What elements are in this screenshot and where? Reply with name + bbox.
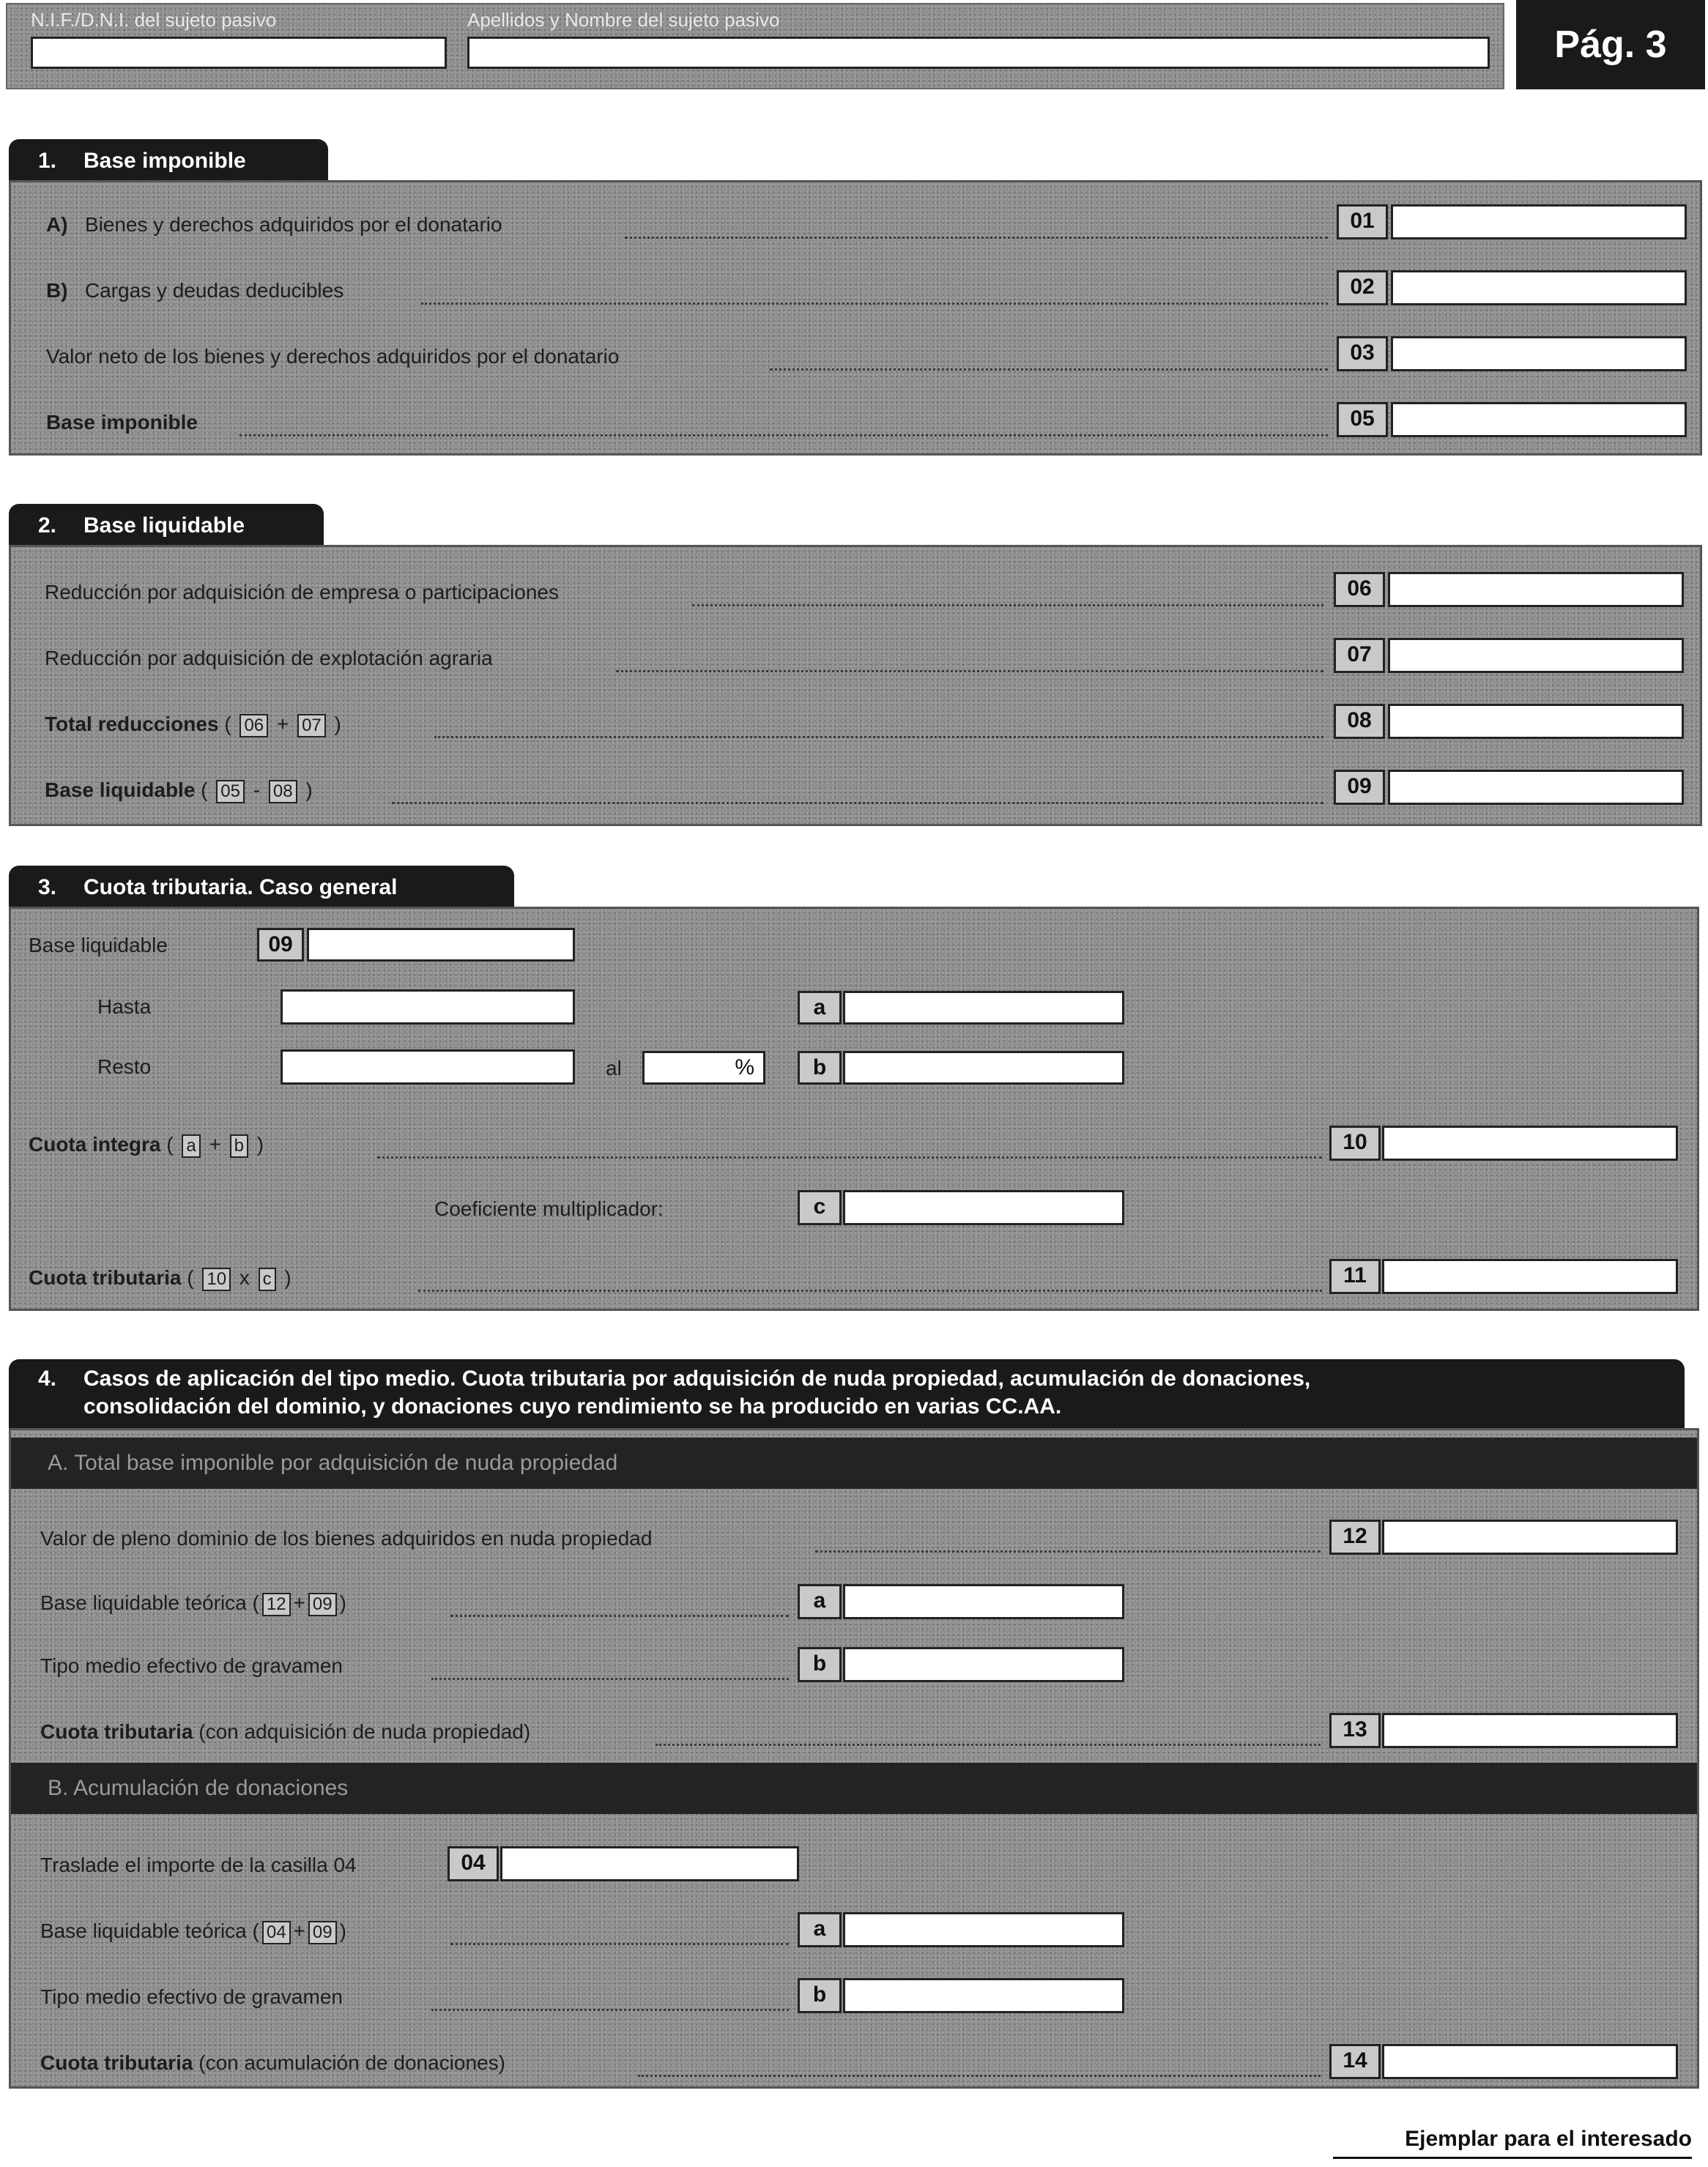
box-code-04: 04 <box>448 1846 499 1881</box>
section-4-panel <box>9 1428 1699 2089</box>
field-07[interactable] <box>1388 638 1684 673</box>
resto-label: Resto <box>97 1055 152 1078</box>
field-03[interactable] <box>1391 336 1687 371</box>
box-code-02: 02 <box>1337 270 1388 305</box>
row-label: Tipo medio efectivo de gravamen <box>40 1654 343 1677</box>
box-code-06: 06 <box>1334 572 1385 607</box>
box-code-a: a <box>798 1912 842 1947</box>
box-code-a: a <box>798 1584 842 1619</box>
section-number: 4. <box>38 1367 57 1391</box>
field-04[interactable] <box>500 1846 799 1881</box>
box-code-07: 07 <box>1334 638 1385 673</box>
box-code-b: b <box>798 1978 842 2013</box>
row-label: Tipo medio efectivo de gravamen <box>40 1985 343 2008</box>
field-a[interactable] <box>843 1912 1124 1947</box>
box-code-13: 13 <box>1329 1713 1381 1748</box>
row-label: A) Bienes y derechos adquiridos por el donatario <box>46 213 502 236</box>
box-code-12: 12 <box>1329 1520 1381 1555</box>
box-code-14: 14 <box>1329 2044 1381 2079</box>
row-label: Base liquidable ( 05 - 08 ) <box>45 778 313 803</box>
field-percent[interactable]: % <box>642 1051 765 1085</box>
field-b[interactable] <box>843 1051 1124 1085</box>
box-code-10: 10 <box>1329 1126 1381 1161</box>
row-label: Reducción por adquisición de explotación agraria <box>45 647 493 669</box>
field-14[interactable] <box>1382 2044 1678 2079</box>
cuota-tributaria-label: Cuota tributaria ( 10 x c ) <box>29 1266 292 1291</box>
field-01[interactable] <box>1391 204 1687 239</box>
taxpayer-header <box>6 3 1504 89</box>
field-08[interactable] <box>1388 704 1684 739</box>
coeficiente-label: Coeficiente multiplicador: <box>434 1197 664 1220</box>
field-base-liquidable[interactable] <box>307 928 575 962</box>
box-code-09: 09 <box>1334 770 1385 805</box>
box-code-09b: 09 <box>257 928 304 962</box>
box-code-b: b <box>798 1051 842 1085</box>
nif-field[interactable] <box>31 37 447 69</box>
field-resto[interactable] <box>281 1049 575 1085</box>
box-code-a: a <box>798 991 842 1025</box>
box-code-c: c <box>798 1190 842 1225</box>
hasta-label: Hasta <box>97 995 152 1018</box>
box-code-01: 01 <box>1337 204 1388 239</box>
nif-label: N.I.F./D.N.I. del sujeto pasivo <box>31 9 277 31</box>
row-label: Cuota tributaria (con acumulación de donaciones) <box>40 2051 505 2074</box>
row-label: Total reducciones ( 06 + 07 ) <box>45 713 341 737</box>
nombre-label: Apellidos y Nombre del sujeto pasivo <box>467 9 780 31</box>
section-title: Base imponible <box>83 149 246 173</box>
page-number: Pág. 3 <box>1516 0 1705 89</box>
subsection-a-header: A. Total base imponible por adquisición de nuda propiedad <box>11 1438 1697 1489</box>
section-title: Casos de aplicación del tipo medio. Cuota tributaria por adquisición de nuda propiedad, acumulación de donaciones, <box>83 1367 1311 1391</box>
section-1-panel <box>9 180 1702 456</box>
row-label: Base liquidable teórica ( 12 + 09 ) <box>40 1591 346 1616</box>
row-label: B) Cargas y deudas deducibles <box>46 279 344 302</box>
field-13[interactable] <box>1382 1713 1678 1748</box>
field-c[interactable] <box>843 1190 1124 1225</box>
footer-copy-label: Ejemplar para el interesado <box>1333 2127 1692 2159</box>
field-b[interactable] <box>843 1978 1124 2013</box>
row-label: Traslade el importe de la casilla 04 <box>40 1854 357 1876</box>
section-title: Cuota tributaria. Caso general <box>83 875 398 899</box>
field-02[interactable] <box>1391 270 1687 305</box>
field-12[interactable] <box>1382 1520 1678 1555</box>
field-05[interactable] <box>1391 402 1687 437</box>
field-10[interactable] <box>1382 1126 1678 1161</box>
section-4-tab <box>9 1359 1685 1430</box>
section-3-tab <box>9 866 514 910</box>
row-label: Base imponible <box>46 411 198 434</box>
section-1-tab <box>9 139 328 183</box>
section-title-line2: consolidación del dominio, y donaciones cuyo rendimiento se ha producido en varias CC.AA. <box>83 1394 1062 1419</box>
field-a[interactable] <box>843 991 1124 1025</box>
base-liquidable-label: Base liquidable <box>29 934 168 956</box>
field-09[interactable] <box>1388 770 1684 805</box>
box-code-11: 11 <box>1329 1259 1381 1294</box>
section-2-panel <box>9 545 1702 826</box>
field-hasta[interactable] <box>281 989 575 1025</box>
box-code-03: 03 <box>1337 336 1388 371</box>
nombre-field[interactable] <box>467 37 1490 69</box>
field-a[interactable] <box>843 1584 1124 1619</box>
section-2-tab <box>9 504 324 548</box>
row-label: Reducción por adquisición de empresa o participaciones <box>45 581 559 603</box>
box-code-08: 08 <box>1334 704 1385 739</box>
section-number: 1. <box>38 149 57 173</box>
section-3-panel <box>9 907 1699 1311</box>
field-b[interactable] <box>843 1647 1124 1682</box>
box-code-05: 05 <box>1337 402 1388 437</box>
al-label: al <box>606 1057 622 1079</box>
section-title: Base liquidable <box>83 513 245 538</box>
row-label: Base liquidable teórica ( 04 + 09 ) <box>40 1919 346 1944</box>
box-code-b: b <box>798 1647 842 1682</box>
field-11[interactable] <box>1382 1259 1678 1294</box>
cuota-integra-label: Cuota integra ( a + b ) <box>29 1133 264 1158</box>
section-number: 3. <box>38 875 57 899</box>
section-number: 2. <box>38 513 57 538</box>
subsection-b-header: B. Acumulación de donaciones <box>11 1763 1697 1814</box>
row-label: Cuota tributaria (con adquisición de nuda propiedad) <box>40 1720 531 1743</box>
row-label: Valor de pleno dominio de los bienes adquiridos en nuda propiedad <box>40 1527 653 1550</box>
row-label: Valor neto de los bienes y derechos adquiridos por el donatario <box>46 345 620 368</box>
field-06[interactable] <box>1388 572 1684 607</box>
